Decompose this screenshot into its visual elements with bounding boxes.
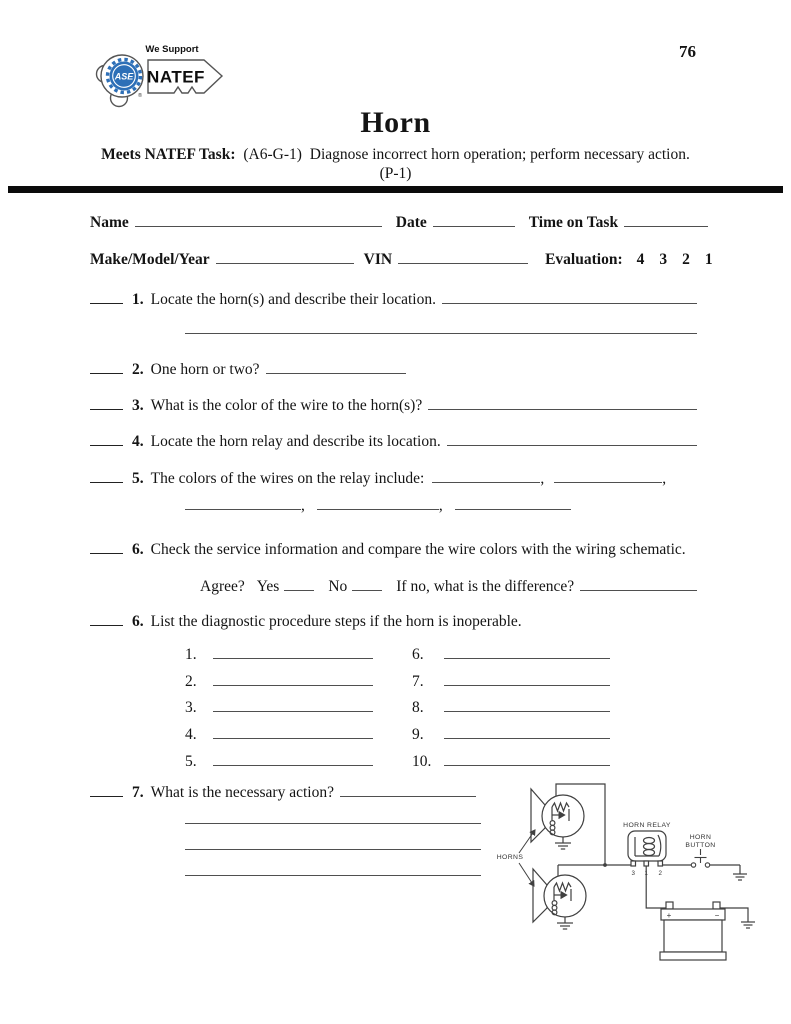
q7-answer-line-4[interactable] [185, 855, 481, 876]
yes-blank[interactable] [284, 575, 314, 591]
wire-junction-dot [603, 863, 607, 867]
step-row [185, 643, 373, 664]
logo-support-text: We Support [145, 44, 199, 55]
q1-number: 1. [132, 290, 144, 308]
step-5-blank[interactable] [213, 750, 373, 766]
q4-number: 4. [132, 432, 144, 450]
horns-arrow-bottom [519, 863, 534, 886]
step-8-number: 8. [412, 698, 424, 716]
q3-number: 3. [132, 396, 144, 414]
question-6b [90, 611, 697, 631]
step-2-blank[interactable] [213, 670, 373, 686]
score-blank-6a[interactable] [90, 539, 123, 554]
date-blank[interactable] [433, 211, 515, 227]
task-label: Meets NATEF Task: [101, 146, 236, 163]
question-3 [90, 394, 697, 415]
question-5 [90, 467, 697, 488]
yes-label: Yes [256, 577, 280, 595]
horn-button-label-line1: HORN [689, 834, 712, 841]
ground-symbol-battery [741, 922, 755, 928]
step-3-number: 3. [185, 698, 197, 716]
step-1-number: 1. [185, 645, 197, 663]
horn-symbol-bottom [533, 869, 586, 929]
difference-blank[interactable] [580, 575, 697, 591]
relay-terminal-1: 1 [644, 870, 648, 877]
step-6-blank[interactable] [444, 643, 610, 659]
score-blank-6b[interactable] [90, 611, 123, 626]
horn-symbol-top [531, 789, 584, 849]
info-row-2 [90, 248, 713, 269]
evaluation-3: 3 [659, 250, 668, 268]
q7-answer-line-3[interactable] [185, 829, 481, 850]
step-10-number: 10. [412, 752, 432, 770]
step-row [412, 670, 610, 691]
step-3-blank[interactable] [213, 696, 373, 712]
q2-text: One horn or two? [150, 360, 260, 378]
step-row [412, 750, 610, 771]
q7-number: 7. [132, 783, 144, 801]
step-row [412, 723, 610, 744]
ase-text: ASE [114, 71, 134, 82]
date-label: Date [395, 213, 427, 231]
step-row [412, 696, 610, 717]
info-row-1 [90, 211, 697, 232]
time-on-task-blank[interactable] [624, 211, 708, 227]
q6a-agree-row [200, 575, 697, 596]
comma: , [662, 469, 667, 487]
q2-number: 2. [132, 360, 144, 378]
q5-number: 5. [132, 469, 144, 487]
question-6a [90, 539, 697, 559]
make-model-year-label: Make/Model/Year [90, 250, 210, 268]
q1-answer-line-2[interactable] [185, 313, 697, 334]
q2-answer-blank[interactable] [266, 358, 406, 374]
q5-color-blank-2[interactable] [554, 467, 662, 483]
step-5-number: 5. [185, 752, 197, 770]
step-row [185, 723, 373, 744]
step-row [185, 750, 373, 771]
question-5-line-2 [185, 494, 605, 515]
comma: , [540, 469, 545, 487]
step-1-blank[interactable] [213, 643, 373, 659]
step-row [185, 670, 373, 691]
horn-button-symbol [691, 849, 709, 867]
name-label: Name [90, 213, 129, 231]
horn-wiring-diagram [488, 778, 790, 1020]
step-6-number: 6. [412, 645, 424, 663]
no-label: No [328, 577, 348, 595]
relay-terminal-3: 3 [631, 870, 635, 877]
q5-color-blank-1[interactable] [432, 467, 540, 483]
q5-color-blank-4[interactable] [317, 494, 439, 510]
q7-text: What is the necessary action? [150, 783, 334, 801]
task-code: (A6-G-1) [243, 146, 302, 163]
evaluation-4: 4 [636, 250, 645, 268]
q1-answer-blank[interactable] [442, 288, 697, 304]
q7-answer-blank[interactable] [340, 781, 476, 797]
step-row [185, 696, 373, 717]
q4-answer-blank[interactable] [447, 430, 697, 446]
name-blank[interactable] [135, 211, 382, 227]
task-line [0, 146, 791, 164]
q4-text: Locate the horn relay and describe its location. [150, 432, 441, 450]
step-7-blank[interactable] [444, 670, 610, 686]
q6a-text: Check the service information and compare the wire colors with the wiring schematic. [150, 540, 686, 558]
score-blank-3[interactable] [90, 395, 123, 410]
question-2 [90, 358, 697, 379]
step-2-number: 2. [185, 672, 197, 690]
score-blank-4[interactable] [90, 431, 123, 446]
comma: , [438, 496, 443, 514]
agree-label: Agree? [200, 577, 245, 595]
vin-blank[interactable] [398, 248, 528, 264]
ifno-label: If no, what is the difference? [396, 577, 575, 595]
divider-rule [8, 186, 783, 193]
logo-org-text: NATEF [147, 67, 205, 87]
page-title: Horn [360, 106, 431, 139]
step-9-blank[interactable] [444, 723, 610, 739]
q6b-number: 6. [132, 612, 144, 630]
step-9-number: 9. [412, 725, 424, 743]
score-blank-1[interactable] [90, 289, 123, 304]
step-7-number: 7. [412, 672, 424, 690]
evaluation-label: Evaluation: [545, 250, 623, 268]
task-priority: (P-1) [379, 165, 412, 182]
horn-relay-symbol [628, 831, 666, 866]
horns-arrow-top [519, 830, 535, 853]
q7-answer-line-2[interactable] [185, 803, 481, 824]
no-blank[interactable] [352, 575, 382, 591]
step-4-number: 4. [185, 725, 197, 743]
question-1 [90, 288, 697, 309]
task-text: Diagnose incorrect horn operation; perform necessary action. [309, 146, 690, 163]
q5-color-blank-3[interactable] [185, 494, 301, 510]
logo-registered-mark: ® [138, 93, 143, 99]
q5-color-blank-5[interactable] [455, 494, 571, 510]
relay-terminal-2: 2 [658, 870, 662, 877]
horns-label: HORNS [496, 854, 524, 861]
score-blank-2[interactable] [90, 359, 123, 374]
evaluation-2: 2 [682, 250, 690, 268]
horn-relay-label: HORN RELAY [623, 822, 671, 829]
step-row [412, 643, 610, 664]
step-4-blank[interactable] [213, 723, 373, 739]
step-8-blank[interactable] [444, 696, 610, 712]
battery-positive-terminal: + [666, 911, 672, 920]
page-number: 76 [679, 42, 696, 61]
evaluation-1: 1 [704, 250, 713, 268]
question-4 [90, 430, 697, 451]
q3-answer-blank[interactable] [428, 394, 697, 410]
horn-button-label-line2: BUTTON [685, 842, 716, 849]
natef-logo [92, 36, 228, 110]
q5-text: The colors of the wires on the relay include: [150, 469, 425, 487]
vin-label: VIN [363, 250, 393, 268]
score-blank-7[interactable] [90, 782, 123, 797]
q3-text: What is the color of the wire to the horn(s)? [150, 396, 423, 414]
comma: , [301, 496, 305, 514]
q1-text: Locate the horn(s) and describe their location. [150, 290, 436, 308]
battery-negative-terminal: − [714, 911, 720, 920]
make-model-year-blank[interactable] [216, 248, 354, 264]
ground-symbol-button [733, 874, 747, 880]
time-on-task-label: Time on Task [528, 213, 619, 231]
q6b-text: List the diagnostic procedure steps if the horn is inoperable. [150, 612, 522, 630]
step-10-blank[interactable] [444, 750, 610, 766]
score-blank-5[interactable] [90, 468, 123, 483]
q6a-number: 6. [132, 540, 144, 558]
